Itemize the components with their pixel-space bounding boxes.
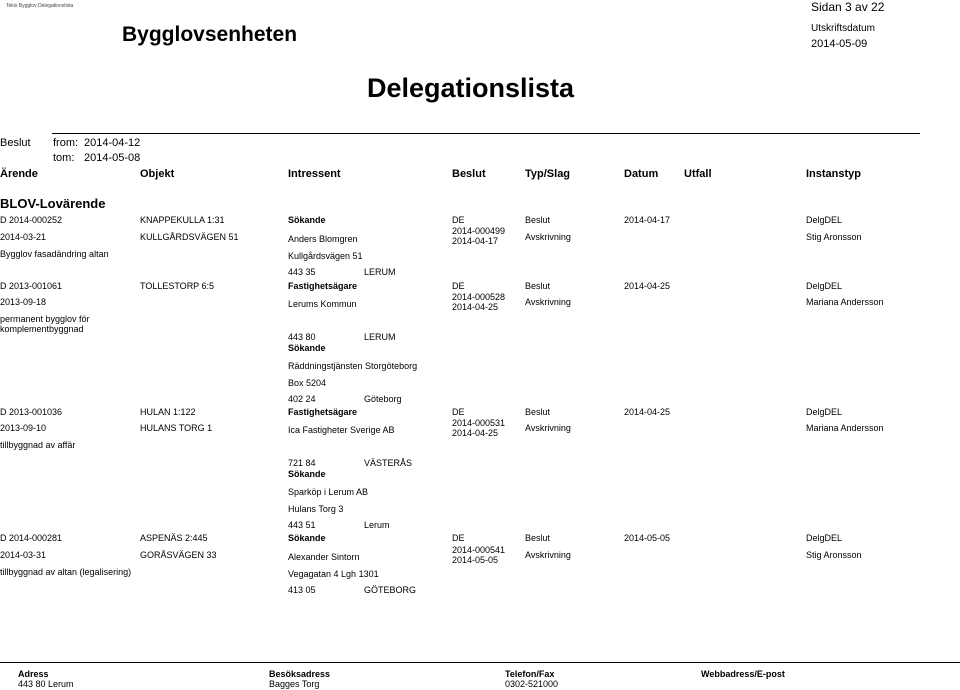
party-role: Sökande — [288, 469, 326, 479]
column-header: Beslut — [452, 168, 486, 180]
party-address: Box 5204 — [288, 378, 327, 388]
footer-label: Telefon/Fax — [505, 669, 555, 679]
party-role: Sökande — [288, 343, 326, 353]
column-header: Intressent — [288, 168, 341, 180]
filter-to-value: 2014-05-08 — [84, 152, 141, 164]
case-date: 2014-03-31 — [0, 550, 47, 560]
party-zip: 443 51 — [288, 520, 316, 530]
page-title: Delegationslista — [367, 73, 575, 103]
party-name: Lerums Kommun — [288, 299, 357, 309]
case-id: D 2013-001061 — [0, 281, 63, 291]
party-city: GÖTEBORG — [364, 585, 417, 595]
party-role: Sökande — [288, 533, 326, 543]
filter-from-label: from: — [53, 137, 79, 149]
decision-type: Beslut — [525, 281, 551, 291]
footer-divider — [0, 662, 960, 663]
case-id: D 2013-001036 — [0, 407, 63, 417]
decision-code: DE — [452, 215, 465, 225]
decision-number: 2014-000531 — [452, 418, 506, 428]
party-address: Hulans Torg 3 — [288, 504, 344, 514]
filter-label: Beslut — [0, 137, 31, 149]
object-property: TOLLESTORP 6:5 — [140, 281, 215, 291]
party-city: Lerum — [364, 520, 390, 530]
column-header: Utfall — [684, 168, 712, 180]
page-counter: Sidan 3 av 22 — [811, 0, 885, 14]
decision-type: Beslut — [525, 215, 551, 225]
party-name: Sparköp i Lerum AB — [288, 487, 369, 497]
party-role: Fastighetsägare — [288, 407, 358, 417]
case-description: Bygglov fasadändring altan — [0, 249, 109, 259]
decision-datum: 2014-04-17 — [624, 215, 671, 225]
party-zip: 402 24 — [288, 394, 316, 404]
org-title: Bygglovsenheten — [122, 23, 298, 46]
case-id: D 2014-000252 — [0, 215, 63, 225]
party-city: LERUM — [364, 332, 396, 342]
decision-number: 2014-000541 — [452, 545, 506, 555]
column-header: Typ/Slag — [525, 168, 571, 180]
footer-label: Besöksadress — [269, 669, 331, 679]
party-name: Anders Blomgren — [288, 234, 358, 244]
decision-date: 2014-04-25 — [452, 302, 499, 312]
instance-type: DelgDEL — [806, 533, 843, 543]
handler-name: Stig Aronsson — [806, 232, 862, 242]
case-date: 2014-03-21 — [0, 232, 47, 242]
party-city: LERUM — [364, 267, 396, 277]
printdate-label: Utskriftsdatum — [811, 23, 875, 34]
party-role: Fastighetsägare — [288, 281, 358, 291]
party-role: Sökande — [288, 215, 326, 225]
object-property: HULAN 1:122 — [140, 407, 196, 417]
footer-value: 443 80 Lerum — [18, 679, 74, 689]
decision-code: DE — [452, 533, 465, 543]
decision-type: Beslut — [525, 533, 551, 543]
column-header: Instanstyp — [806, 168, 862, 180]
object-address: HULANS TORG 1 — [140, 423, 213, 433]
footer-value: 0302-521000 — [505, 679, 559, 689]
handler-name: Stig Aronsson — [806, 550, 862, 560]
handler-name: Mariana Andersson — [806, 297, 884, 307]
column-header: Objekt — [140, 168, 175, 180]
filter-to-label: tom: — [53, 152, 75, 164]
decision-code: DE — [452, 407, 465, 417]
filter-divider — [52, 133, 920, 134]
instance-type: DelgDEL — [806, 281, 843, 291]
party-address: Vegagatan 4 Lgh 1301 — [288, 569, 379, 579]
instance-type: DelgDEL — [806, 407, 843, 417]
footer-value: Bagges Torg — [269, 679, 320, 689]
column-header: Ärende — [0, 168, 38, 180]
decision-date: 2014-04-17 — [452, 236, 499, 246]
party-city: Göteborg — [364, 394, 402, 404]
case-id: D 2014-000281 — [0, 533, 63, 543]
case-description: komplementbyggnad — [0, 324, 84, 334]
decision-date: 2014-04-25 — [452, 428, 499, 438]
object-address: GORÅSVÄGEN 33 — [140, 550, 217, 560]
decision-kind: Avskrivning — [525, 550, 571, 560]
instance-type: DelgDEL — [806, 215, 843, 225]
decision-code: DE — [452, 281, 465, 291]
report-source-label: Tekis Bygglov Delegationslista — [6, 3, 74, 9]
party-address: Kullgårdsvägen 51 — [288, 251, 363, 261]
footer-label: Adress — [18, 669, 49, 679]
decision-kind: Avskrivning — [525, 232, 571, 242]
decision-datum: 2014-04-25 — [624, 407, 671, 417]
party-zip: 443 35 — [288, 267, 316, 277]
decision-kind: Avskrivning — [525, 297, 571, 307]
object-property: KNAPPEKULLA 1:31 — [140, 215, 225, 225]
party-name: Räddningstjänsten Storgöteborg — [288, 361, 418, 371]
case-date: 2013-09-18 — [0, 297, 47, 307]
party-zip: 721 84 — [288, 458, 316, 468]
decision-number: 2014-000499 — [452, 226, 506, 236]
handler-name: Mariana Andersson — [806, 423, 884, 433]
object-address: KULLGÅRDSVÄGEN 51 — [140, 232, 239, 242]
case-description: tillbyggnad av affär — [0, 440, 76, 450]
filter-from-value: 2014-04-12 — [84, 137, 141, 149]
decision-datum: 2014-05-05 — [624, 533, 671, 543]
party-name: Ica Fastigheter Sverige AB — [288, 425, 395, 435]
party-city: VÄSTERÅS — [364, 458, 413, 468]
decision-type: Beslut — [525, 407, 551, 417]
party-zip: 443 80 — [288, 332, 316, 342]
section-title: BLOV-Lovärende — [0, 196, 106, 211]
party-zip: 413 05 — [288, 585, 316, 595]
decision-date: 2014-05-05 — [452, 555, 499, 565]
case-date: 2013-09-10 — [0, 423, 47, 433]
party-name: Alexander Sintorn — [288, 552, 360, 562]
footer-label: Webbadress/E-post — [701, 669, 785, 679]
decision-datum: 2014-04-25 — [624, 281, 671, 291]
decision-number: 2014-000528 — [452, 292, 506, 302]
printdate-value: 2014-05-09 — [811, 38, 868, 50]
object-property: ASPENÄS 2:445 — [140, 533, 208, 543]
decision-kind: Avskrivning — [525, 423, 571, 433]
column-header: Datum — [624, 168, 659, 180]
case-description: permanent bygglov för — [0, 314, 90, 324]
case-description: tillbyggnad av altan (legalisering) — [0, 567, 132, 577]
